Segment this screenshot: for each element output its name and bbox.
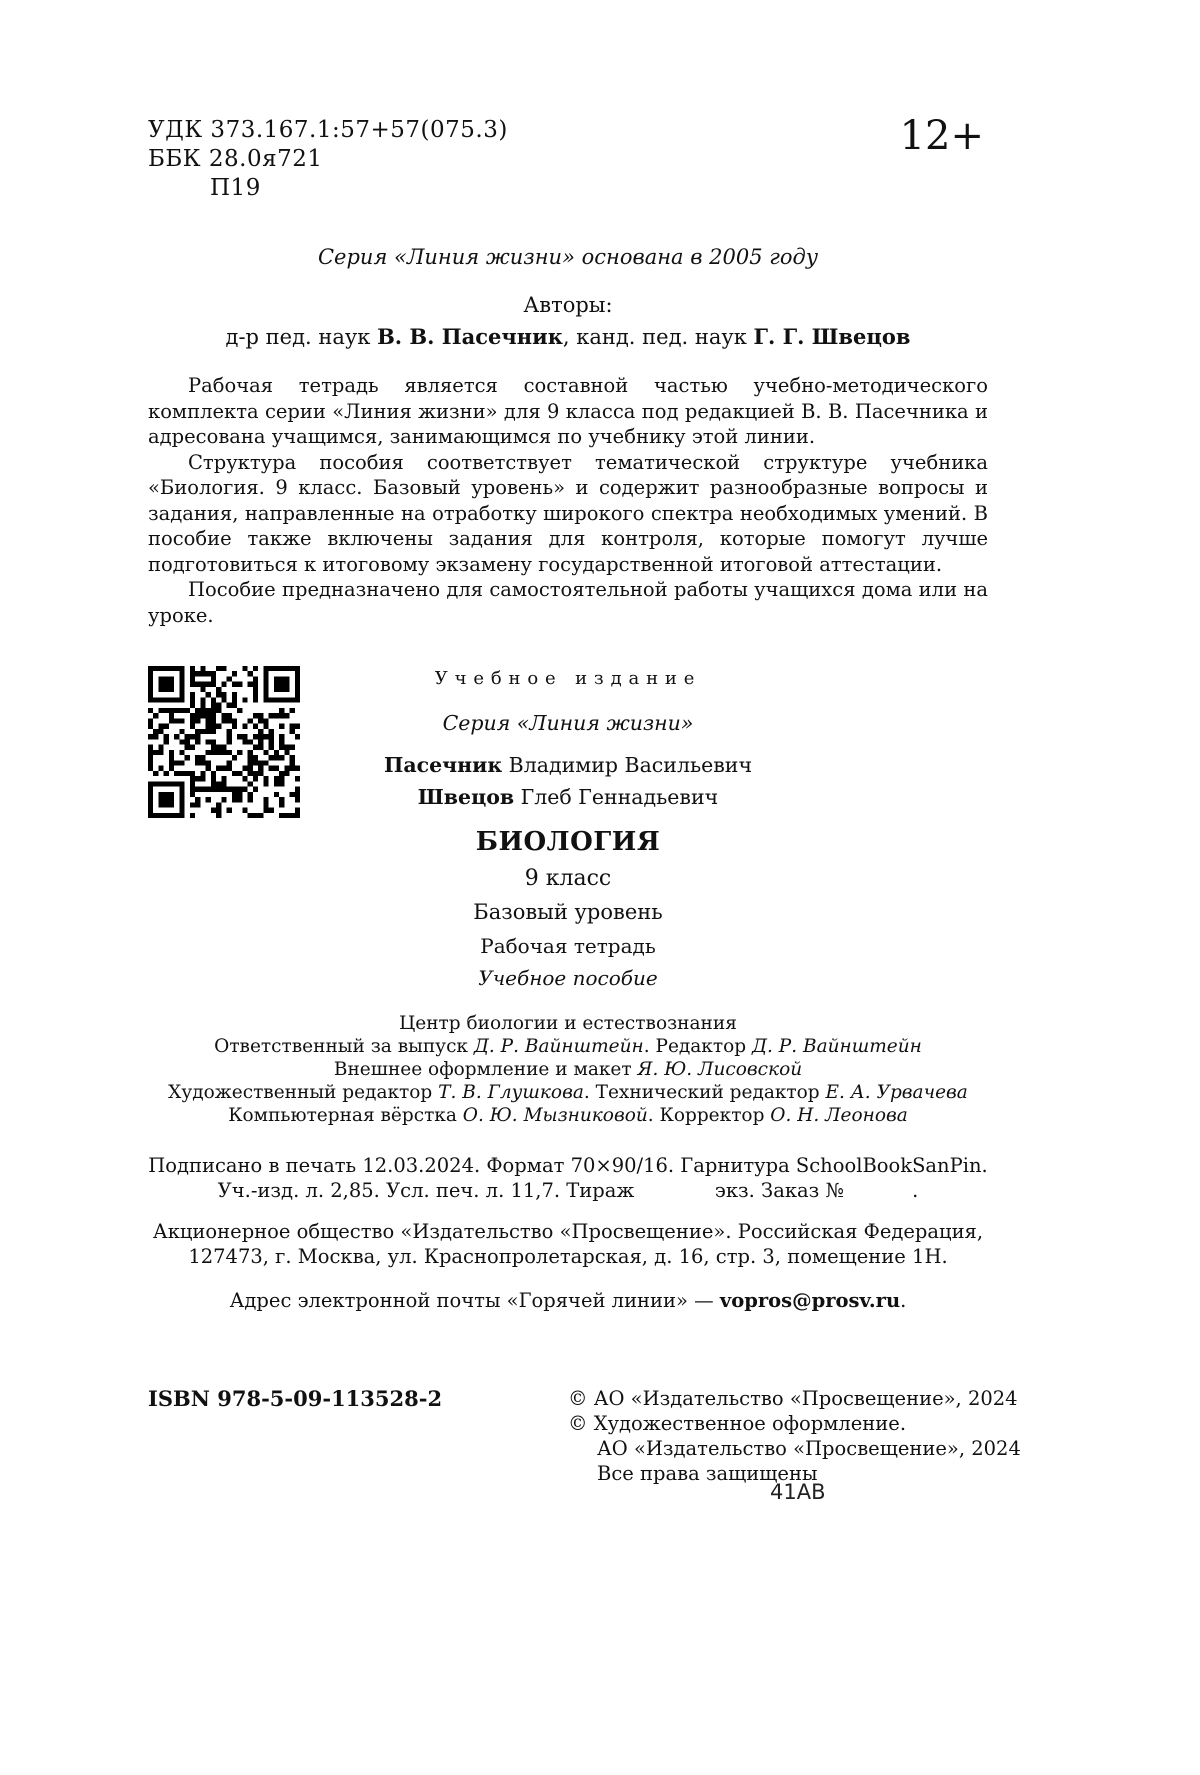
author-sign-code: П19 — [210, 175, 261, 201]
copyright-block — [568, 1386, 1021, 1486]
edition-block — [148, 662, 988, 990]
copyright-line: Все права защищены — [597, 1462, 818, 1485]
edition-author-1: Пасечник Владимир Васильевич — [383, 753, 753, 777]
copyright-line: © Художественное оформление. — [568, 1412, 907, 1435]
copyright-line: © АО «Издательство «Просвещение», 2024 — [568, 1387, 1018, 1410]
publisher-line-1: Акционерное общество «Издательство «Просвещение». Российская Федерация, — [152, 1220, 984, 1243]
page-content — [148, 113, 1021, 1486]
qr-code — [148, 666, 300, 818]
credit-line: Внешнее оформление и макет Я. Ю. Лисовской — [333, 1059, 803, 1080]
book-title: БИОЛОГИЯ — [475, 827, 661, 857]
book-subtitle: Рабочая тетрадь — [480, 934, 656, 958]
isbn: ISBN 978-5-09-113528-2 — [148, 1386, 443, 1411]
credit-line: Ответственный за выпуск Д. Р. Вайнштейн. Редактор Д. Р. Вайнштейн — [214, 1036, 922, 1057]
credit-line: Компьютерная вёрстка О. Ю. Мызниковой. Корректор О. Н. Леонова — [228, 1105, 908, 1126]
annotation-block — [148, 373, 988, 628]
authors-heading: Авторы: — [523, 293, 613, 317]
credits-block — [148, 1012, 988, 1127]
print-imprint — [148, 1153, 988, 1203]
credits-center: Центр биологии и естествознания — [399, 1013, 737, 1034]
classification-codes — [148, 116, 508, 203]
top-row — [148, 113, 988, 203]
imprint-line-2: Уч.-изд. л. 2,85. Усл. печ. л. 11,7. Тираж экз. Заказ № . — [217, 1179, 919, 1202]
book-kind: Учебное пособие — [478, 966, 658, 990]
imprint-line-1: Подписано в печать 12.03.2024. Формат 70×90/16. Гарнитура SchoolBookSanPin. — [148, 1154, 988, 1177]
book-grade: 9 класс — [524, 866, 612, 891]
edition-series-label: Серия «Линия жизни» — [442, 711, 694, 735]
annotation-paragraph: Пособие предназначено для самостоятельной работы учащихся дома или на уроке. — [148, 578, 988, 627]
series-founded-note: Серия «Линия жизни» основана в 2005 году — [317, 245, 819, 269]
book-level: Базовый уровень — [473, 900, 663, 924]
page-footer-code: 41АВ — [770, 1480, 826, 1504]
edition-author-2: Швецов Глеб Геннадьевич — [417, 785, 719, 809]
annotation-paragraph: Рабочая тетрадь является составной частью учебно-методического комплекта серии «Линия жизни» для 9 класса под редакцией В. В. Пасечника и адресована учащимся, занимающимся по учебнику этой линии. — [148, 374, 988, 448]
age-rating-badge: 12+ — [899, 113, 984, 159]
bbk-code: ББК 28.0я721 — [148, 146, 323, 172]
edition-type-label: Учебное издание — [434, 668, 702, 689]
credit-line: Художественный редактор Т. В. Глушкова. Технический редактор Е. А. Урвачева — [168, 1082, 968, 1103]
annotation-paragraph: Структура пособия соответствует тематической структуре учебника «Биология. 9 класс. Базовый уровень» и содержит разнообразные вопросы и задания, направленные на отработку широкого спектра необходимых умений. В пособие также включены задания для контроля, которые помогут лучше подготовиться к итоговому экзамену государственной итоговой аттестации. — [148, 450, 988, 576]
hotline-email-line: Адрес электронной почты «Горячей линии» — vopros@prosv.ru. — [229, 1289, 907, 1312]
copyright-line: АО «Издательство «Просвещение», 2024 — [597, 1437, 1021, 1460]
publisher-block — [148, 1219, 988, 1269]
bottom-row — [148, 1386, 1021, 1486]
authors-line: д-р пед. наук В. В. Пасечник, канд. пед. наук Г. Г. Швецов — [225, 324, 911, 349]
udk-code: УДК 373.167.1:57+57(075.3) — [148, 117, 508, 143]
publisher-line-2: 127473, г. Москва, ул. Краснопролетарская, д. 16, стр. 3, помещение 1Н. — [188, 1245, 948, 1268]
